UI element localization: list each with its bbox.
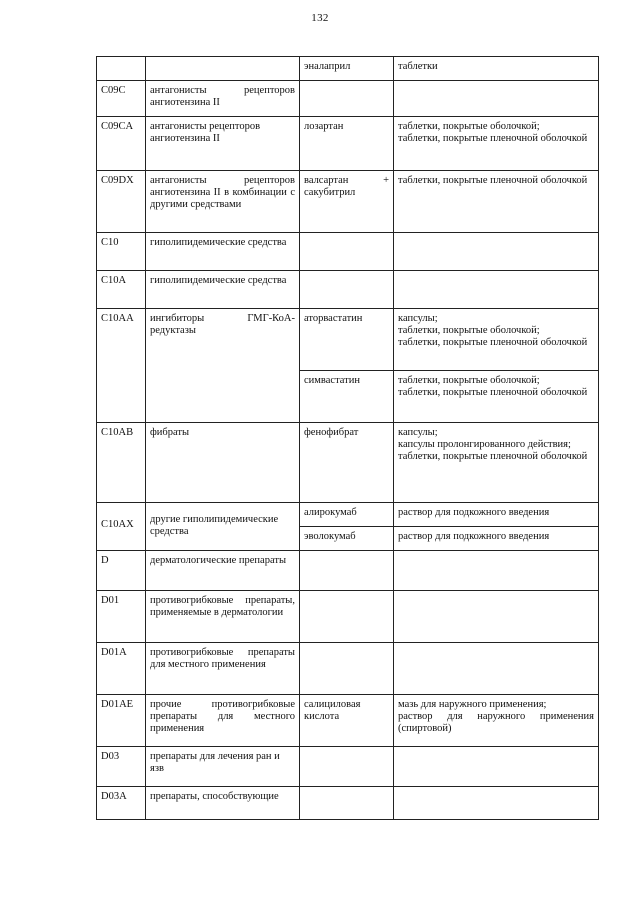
table-row <box>97 423 599 503</box>
drug-name <box>300 787 394 820</box>
dosage-form <box>394 591 599 643</box>
dosage-form: таблетки, покрытые оболочкой; таблетки, покрытые пленочной оболочкой <box>394 371 599 423</box>
drug-name <box>300 747 394 787</box>
atc-code: C10AA <box>97 309 146 423</box>
dosage-form: мазь для наружного применения; раствор для наружного применения (спиртовой) <box>394 695 599 747</box>
atc-code: D01A <box>97 643 146 695</box>
table-row <box>97 81 599 117</box>
table-row <box>97 787 599 820</box>
dosage-form <box>394 787 599 820</box>
table-row <box>97 747 599 787</box>
dosage-form: капсулы; капсулы пролонгированного действия; таблетки, покрытые пленочной оболочкой <box>394 423 599 503</box>
atc-code: D01AE <box>97 695 146 747</box>
group-name <box>146 57 300 81</box>
atc-code: D <box>97 551 146 591</box>
dosage-form <box>394 747 599 787</box>
drug-name <box>300 81 394 117</box>
table-row <box>97 551 599 591</box>
group-name: препараты для лечения ран и язв <box>146 747 300 787</box>
table-row <box>97 591 599 643</box>
group-name: фибраты <box>146 423 300 503</box>
dosage-form: таблетки, покрытые оболочкой; таблетки, покрытые пленочной оболочкой <box>394 117 599 171</box>
atc-code: C09DX <box>97 171 146 233</box>
atc-code: C10AX <box>97 503 146 551</box>
atc-code: C09C <box>97 81 146 117</box>
medicines-table <box>96 56 599 820</box>
table-row <box>97 271 599 309</box>
atc-code: D03A <box>97 787 146 820</box>
dosage-form <box>394 271 599 309</box>
table-row <box>97 117 599 171</box>
drug-name: валсартан + сакубитрил <box>300 171 394 233</box>
drug-name: лозартан <box>300 117 394 171</box>
group-name: антагонисты рецепторов ангиотензина II <box>146 81 300 117</box>
atc-code: D01 <box>97 591 146 643</box>
dosage-form: раствор для подкожного введения <box>394 527 599 551</box>
drug-name: эналаприл <box>300 57 394 81</box>
group-name: антагонисты рецепторов ангиотензина II <box>146 117 300 171</box>
drug-name: аторвастатин <box>300 309 394 371</box>
drug-name <box>300 271 394 309</box>
atc-code: C10AB <box>97 423 146 503</box>
drug-name <box>300 551 394 591</box>
table-row <box>97 695 599 747</box>
group-name: противогрибковые препараты для местного применения <box>146 643 300 695</box>
group-name: ингибиторы ГМГ-КоА-редуктазы <box>146 309 300 423</box>
dosage-form <box>394 551 599 591</box>
drug-name <box>300 233 394 271</box>
group-name: дерматологические препараты <box>146 551 300 591</box>
atc-code: C10 <box>97 233 146 271</box>
dosage-form <box>394 643 599 695</box>
group-name: прочие противогрибковые препараты для местного применения <box>146 695 300 747</box>
table-row <box>97 503 599 527</box>
table-row <box>97 233 599 271</box>
table-row <box>97 309 599 371</box>
group-name: гиполипидемические средства <box>146 271 300 309</box>
group-name: антагонисты рецепторов ангиотензина II в комбинации с другими средствами <box>146 171 300 233</box>
group-name: гиполипидемические средства <box>146 233 300 271</box>
dosage-form: капсулы; таблетки, покрытые оболочкой; таблетки, покрытые пленочной оболочкой <box>394 309 599 371</box>
drug-name: фенофибрат <box>300 423 394 503</box>
table-row <box>97 57 599 81</box>
drug-name: симвастатин <box>300 371 394 423</box>
dosage-form <box>394 233 599 271</box>
atc-code: C10A <box>97 271 146 309</box>
dosage-form: раствор для подкожного введения <box>394 503 599 527</box>
table-row <box>97 643 599 695</box>
drug-name: салициловая кислота <box>300 695 394 747</box>
dosage-form: таблетки, покрытые пленочной оболочкой <box>394 171 599 233</box>
dosage-form <box>394 81 599 117</box>
group-name: препараты, способствующие <box>146 787 300 820</box>
drug-name <box>300 591 394 643</box>
group-name: противогрибковые препараты, применяемые в дерматологии <box>146 591 300 643</box>
drug-name: алирокумаб <box>300 503 394 527</box>
page-number: 132 <box>311 12 329 24</box>
group-name: другие гиполипидемические средства <box>146 503 300 551</box>
table-row <box>97 171 599 233</box>
drug-name <box>300 643 394 695</box>
atc-code: C09CA <box>97 117 146 171</box>
atc-code <box>97 57 146 81</box>
drug-name: эволокумаб <box>300 527 394 551</box>
atc-code: D03 <box>97 747 146 787</box>
dosage-form: таблетки <box>394 57 599 81</box>
